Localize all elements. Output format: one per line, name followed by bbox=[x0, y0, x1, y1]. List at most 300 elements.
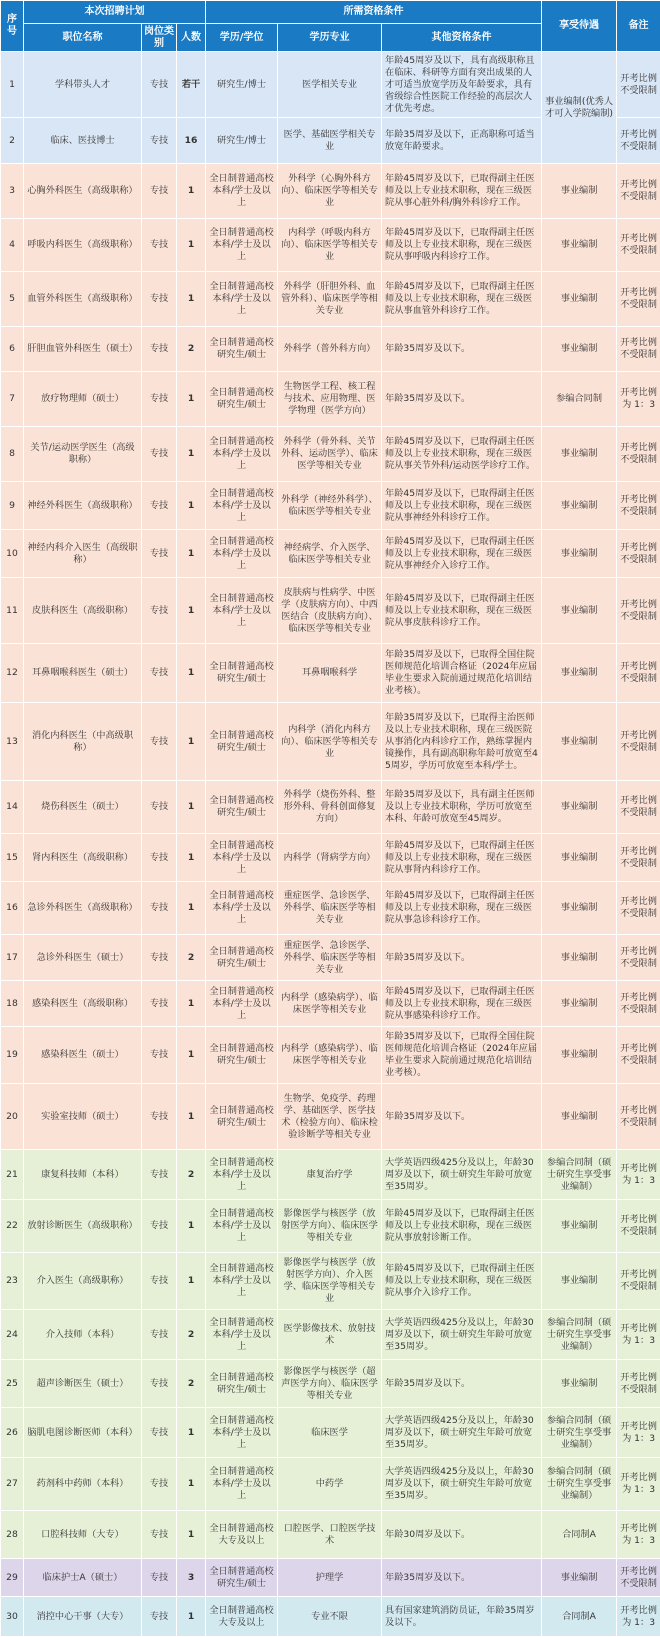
cell-major: 护理学 bbox=[278, 1559, 382, 1597]
cell-treatment: 事业编制 bbox=[542, 1360, 617, 1408]
cell-position: 急诊外科医生（硕士） bbox=[24, 935, 142, 981]
cell-count: 1 bbox=[177, 1511, 206, 1559]
cell-category: 专技 bbox=[142, 644, 177, 703]
cell-category: 专技 bbox=[142, 1027, 177, 1084]
cell-degree: 全日制普通高校本科/学士及以上 bbox=[206, 530, 278, 578]
cell-category: 专技 bbox=[142, 703, 177, 781]
cell-count: 2 bbox=[177, 1360, 206, 1408]
cell-seq: 18 bbox=[1, 981, 24, 1027]
cell-other: 大学英语四级425分及以上，年龄30周岁及以下，硕士研究生年龄可放宽至35周岁。 bbox=[382, 1150, 542, 1200]
cell-seq: 15 bbox=[1, 834, 24, 882]
table-row bbox=[1, 1200, 660, 1253]
cell-remark: 开考比例不受限制 bbox=[617, 530, 660, 578]
cell-major: 康复治疗学 bbox=[278, 1150, 382, 1200]
cell-major: 临床医学 bbox=[278, 1408, 382, 1458]
cell-other: 年龄45周岁及以下，已取得副主任医师及以上专业技术职称，现在三级医院从事心脏外科/胸外科诊疗工作。 bbox=[382, 164, 542, 219]
cell-category: 专技 bbox=[142, 834, 177, 882]
cell-seq: 23 bbox=[1, 1253, 24, 1310]
cell-major: 内科学（肾病学方向） bbox=[278, 834, 382, 882]
cell-remark: 开考比例不受限制 bbox=[617, 981, 660, 1027]
cell-count: 1 bbox=[177, 272, 206, 327]
cell-position: 临床、医技博士 bbox=[24, 118, 142, 164]
cell-other: 年龄45周岁及以下，已取得副主任医师及以上专业技术职称，现在三级医院从事介入诊疗工作。 bbox=[382, 1253, 542, 1310]
cell-count: 1 bbox=[177, 372, 206, 427]
cell-category: 专技 bbox=[142, 52, 177, 118]
cell-major: 医学、基础医学相关专业 bbox=[278, 118, 382, 164]
cell-remark: 开考比例不受限制 bbox=[617, 164, 660, 219]
cell-seq: 16 bbox=[1, 882, 24, 935]
cell-count: 1 bbox=[177, 578, 206, 644]
cell-treatment: 事业编制 bbox=[542, 272, 617, 327]
header-degree: 学历/学位 bbox=[206, 24, 278, 52]
cell-count: 1 bbox=[177, 1084, 206, 1150]
cell-seq: 21 bbox=[1, 1150, 24, 1200]
cell-remark: 开考比例不受限制 bbox=[617, 644, 660, 703]
cell-count: 1 bbox=[177, 1597, 206, 1637]
cell-seq: 24 bbox=[1, 1310, 24, 1360]
cell-degree: 全日制普通高校研究生/硕士 bbox=[206, 781, 278, 834]
table-row bbox=[1, 981, 660, 1027]
cell-degree: 全日制普通高校本科/学士及以上 bbox=[206, 578, 278, 644]
cell-treatment: 事业编制 bbox=[542, 703, 617, 781]
cell-degree: 全日制普通高校研究生/硕士 bbox=[206, 935, 278, 981]
cell-count: 2 bbox=[177, 1150, 206, 1200]
cell-degree: 全日制普通高校本科/学士及以上 bbox=[206, 427, 278, 482]
cell-other: 年龄45周岁及以下，已取得副主任医师及以上专业技术职称，现在三级医院从事皮肤科诊疗工作。 bbox=[382, 578, 542, 644]
table-row bbox=[1, 1027, 660, 1084]
cell-count: 1 bbox=[177, 834, 206, 882]
cell-major: 外科学（心胸外科方向）、临床医学等相关专业 bbox=[278, 164, 382, 219]
cell-count: 1 bbox=[177, 644, 206, 703]
table-row bbox=[1, 1360, 660, 1408]
cell-other: 年龄35周岁及以下，具有副主任医师及以上专业技术职称，学历可放宽至本科、年龄可放宽至45周岁。 bbox=[382, 781, 542, 834]
cell-degree: 全日制普通高校研究生/硕士 bbox=[206, 1360, 278, 1408]
cell-degree: 全日制普通高校研究生/硕士 bbox=[206, 703, 278, 781]
cell-remark: 开考比例不受限制 bbox=[617, 882, 660, 935]
cell-remark: 开考比例不受限制 bbox=[617, 118, 660, 164]
cell-major: 外科学（肝胆外科、血管外科）、临床医学等相关专业 bbox=[278, 272, 382, 327]
cell-category: 专技 bbox=[142, 1408, 177, 1458]
cell-major: 内科学（呼吸内科方向）、临床医学等相关专业 bbox=[278, 219, 382, 272]
cell-other: 年龄45周岁及以下，已取得副主任医师及以上专业技术职称，现在三级医院从事肾内科诊疗工作。 bbox=[382, 834, 542, 882]
cell-count: 1 bbox=[177, 882, 206, 935]
cell-remark: 开考比例为 1：3 bbox=[617, 1310, 660, 1360]
table-row bbox=[1, 781, 660, 834]
cell-position: 口腔科技师（大专） bbox=[24, 1511, 142, 1559]
cell-category: 专技 bbox=[142, 1150, 177, 1200]
cell-degree: 全日制普通高校本科/学士及以上 bbox=[206, 981, 278, 1027]
cell-other: 年龄45周岁及以下，已取得副主任医师及以上专业技术职称，现在三级医院从事呼吸内科诊疗工作。 bbox=[382, 219, 542, 272]
cell-seq: 4 bbox=[1, 219, 24, 272]
cell-other: 年龄30周岁及以下。 bbox=[382, 1511, 542, 1559]
cell-major: 医学相关专业 bbox=[278, 52, 382, 118]
cell-count: 1 bbox=[177, 781, 206, 834]
cell-category: 专技 bbox=[142, 118, 177, 164]
cell-position: 神经外科医生（高级职称） bbox=[24, 482, 142, 530]
table-row bbox=[1, 1559, 660, 1597]
cell-remark: 开考比例为 1：3 bbox=[617, 1458, 660, 1511]
cell-category: 专技 bbox=[142, 164, 177, 219]
cell-position: 学科带头人才 bbox=[24, 52, 142, 118]
cell-other: 年龄35周岁及以下。 bbox=[382, 1360, 542, 1408]
cell-seq: 29 bbox=[1, 1559, 24, 1597]
header-qual-group: 所需资格条件 bbox=[206, 1, 542, 24]
cell-treatment: 事业编制 bbox=[542, 1253, 617, 1310]
table-row bbox=[1, 530, 660, 578]
cell-treatment: 事业编制 bbox=[542, 1559, 617, 1597]
cell-other: 年龄35周岁及以下，正高职称可适当放宽年龄要求。 bbox=[382, 118, 542, 164]
header-count: 人数 bbox=[177, 24, 206, 52]
cell-treatment: 事业编制 bbox=[542, 427, 617, 482]
cell-treatment: 参编合同制（硕士研究生享受事业编制） bbox=[542, 1150, 617, 1200]
cell-other: 年龄35周岁及以下。 bbox=[382, 1559, 542, 1597]
cell-seq: 1 bbox=[1, 52, 24, 118]
cell-seq: 11 bbox=[1, 578, 24, 644]
table-row bbox=[1, 882, 660, 935]
cell-other: 年龄45周岁及以下，已取得副主任医师及以上专业技术职称，现在三级医院从事感染科诊疗工作。 bbox=[382, 981, 542, 1027]
cell-position: 烧伤科医生（硕士） bbox=[24, 781, 142, 834]
cell-position: 消化内科医生（中高级职称） bbox=[24, 703, 142, 781]
cell-position: 放疗物理师（硕士） bbox=[24, 372, 142, 427]
table-row bbox=[1, 219, 660, 272]
cell-treatment: 事业编制 bbox=[542, 1027, 617, 1084]
cell-category: 专技 bbox=[142, 578, 177, 644]
table-row bbox=[1, 834, 660, 882]
cell-treatment: 事业编制 bbox=[542, 981, 617, 1027]
cell-seq: 30 bbox=[1, 1597, 24, 1637]
cell-other: 年龄45周岁及以下，具有高级职称且在临床、科研等方面有突出成果的人才可适当放宽学历及年龄要求，具有省级综合性医院工作经验的高层次人才优先考虑。 bbox=[382, 52, 542, 118]
cell-count: 1 bbox=[177, 164, 206, 219]
cell-count: 3 bbox=[177, 1559, 206, 1597]
table-row bbox=[1, 372, 660, 427]
cell-position: 介入技师（本科） bbox=[24, 1310, 142, 1360]
cell-major: 内科学（消化内科方向）、临床医学等相关专业 bbox=[278, 703, 382, 781]
cell-major: 影像医学与核医学（超声医学方向）、临床医学等相关专业 bbox=[278, 1360, 382, 1408]
cell-remark: 开考比例不受限制 bbox=[617, 1027, 660, 1084]
cell-treatment: 参编合同制（硕士研究生享受事业编制） bbox=[542, 1458, 617, 1511]
cell-other: 年龄35周岁及以下，已取得全国住院医师规范化培训合格证（2024年应届毕业生要求入院前通过规范化培训结业考核）。 bbox=[382, 644, 542, 703]
cell-seq: 14 bbox=[1, 781, 24, 834]
cell-major: 口腔医学、口腔医学技术 bbox=[278, 1511, 382, 1559]
cell-degree: 全日制普通高校研究生/硕士 bbox=[206, 1084, 278, 1150]
cell-seq: 2 bbox=[1, 118, 24, 164]
cell-position: 呼吸内科医生（高级职称） bbox=[24, 219, 142, 272]
cell-count: 2 bbox=[177, 327, 206, 372]
cell-position: 关节/运动医学医生（高级职称） bbox=[24, 427, 142, 482]
header-seq: 序号 bbox=[1, 1, 24, 52]
cell-position: 介入医生（高级职称） bbox=[24, 1253, 142, 1310]
cell-seq: 20 bbox=[1, 1084, 24, 1150]
cell-degree: 全日制普通高校大专及以上 bbox=[206, 1511, 278, 1559]
cell-seq: 8 bbox=[1, 427, 24, 482]
cell-remark: 开考比例为 1：3 bbox=[617, 372, 660, 427]
table-row bbox=[1, 1408, 660, 1458]
cell-degree: 全日制普通高校本科/学士及以上 bbox=[206, 1310, 278, 1360]
cell-other: 大学英语四级425分及以上，年龄30周岁及以下，硕士研究生年龄可放宽至35周岁。 bbox=[382, 1310, 542, 1360]
cell-degree: 全日制普通高校本科/学士及以上 bbox=[206, 1458, 278, 1511]
cell-degree: 全日制普通高校研究生/硕士 bbox=[206, 1027, 278, 1084]
cell-remark: 开考比例不受限制 bbox=[617, 935, 660, 981]
cell-position: 放射诊断医生（高级职称） bbox=[24, 1200, 142, 1253]
cell-seq: 12 bbox=[1, 644, 24, 703]
cell-seq: 10 bbox=[1, 530, 24, 578]
cell-major: 神经病学、介入医学、临床医学等相关专业 bbox=[278, 530, 382, 578]
cell-other: 年龄35周岁及以下。 bbox=[382, 935, 542, 981]
table-row bbox=[1, 935, 660, 981]
cell-count: 1 bbox=[177, 1458, 206, 1511]
cell-degree: 全日制普通高校研究生/硕士 bbox=[206, 644, 278, 703]
cell-major: 外科学（普外科方向） bbox=[278, 327, 382, 372]
cell-position: 临床护士A（硕士） bbox=[24, 1559, 142, 1597]
cell-remark: 开考比例不受限制 bbox=[617, 1559, 660, 1597]
cell-position: 血管外科医生（高级职称） bbox=[24, 272, 142, 327]
cell-degree: 全日制普通高校本科/学士及以上 bbox=[206, 482, 278, 530]
cell-category: 专技 bbox=[142, 482, 177, 530]
cell-treatment: 事业编制 bbox=[542, 781, 617, 834]
table-body bbox=[1, 52, 660, 1637]
cell-other: 年龄45周岁及以下，已取得副主任医师及以上专业技术职称，现在三级医院从事关节外科/运动医学诊疗工作。 bbox=[382, 427, 542, 482]
table-row bbox=[1, 1253, 660, 1310]
cell-remark: 开考比例不受限制 bbox=[617, 219, 660, 272]
cell-treatment: 事业编制 bbox=[542, 482, 617, 530]
table-row bbox=[1, 164, 660, 219]
cell-position: 肝胆血管外科医生（硕士） bbox=[24, 327, 142, 372]
cell-seq: 6 bbox=[1, 327, 24, 372]
cell-degree: 全日制普通高校本科/学士及以上 bbox=[206, 272, 278, 327]
cell-treatment: 合同制A bbox=[542, 1597, 617, 1637]
cell-category: 专技 bbox=[142, 1084, 177, 1150]
cell-major: 医学影像技术、放射技术 bbox=[278, 1310, 382, 1360]
header-major: 学历专业 bbox=[278, 24, 382, 52]
cell-remark: 开考比例不受限制 bbox=[617, 1200, 660, 1253]
cell-remark: 开考比例不受限制 bbox=[617, 1253, 660, 1310]
cell-count: 1 bbox=[177, 1253, 206, 1310]
cell-other: 大学英语四级425分及以上，年龄30周岁及以下，硕士研究生年龄可放宽至35周岁。 bbox=[382, 1408, 542, 1458]
cell-count: 1 bbox=[177, 1408, 206, 1458]
cell-remark: 开考比例不受限制 bbox=[617, 578, 660, 644]
cell-category: 专技 bbox=[142, 1559, 177, 1597]
cell-treatment: 合同制A bbox=[542, 1511, 617, 1559]
cell-category: 专技 bbox=[142, 935, 177, 981]
cell-category: 专技 bbox=[142, 219, 177, 272]
cell-treatment: 事业编制 bbox=[542, 164, 617, 219]
cell-remark: 开考比例为 1：3 bbox=[617, 1511, 660, 1559]
cell-major: 外科学（神经外科学）、临床医学等相关专业 bbox=[278, 482, 382, 530]
cell-other: 年龄45周岁及以下，已取得副主任医师及以上专业技术职称，现在三级医院从事血管外科诊疗工作。 bbox=[382, 272, 542, 327]
cell-other: 年龄45周岁及以下，已取得副主任医师及以上专业技术职称，现在三级医院从事神经外科诊疗工作。 bbox=[382, 482, 542, 530]
cell-treatment: 事业编制 bbox=[542, 327, 617, 372]
cell-seq: 19 bbox=[1, 1027, 24, 1084]
cell-treatment: 事业编制 bbox=[542, 1084, 617, 1150]
cell-treatment: 事业编制(优秀人才可入学院编制) bbox=[542, 52, 617, 164]
cell-remark: 开考比例不受限制 bbox=[617, 834, 660, 882]
cell-major: 重症医学、急诊医学、外科学、临床医学等相关专业 bbox=[278, 882, 382, 935]
cell-other: 年龄35周岁及以下。 bbox=[382, 1084, 542, 1150]
cell-treatment: 事业编制 bbox=[542, 219, 617, 272]
cell-major: 重症医学、急诊医学、外科学、临床医学等相关专业 bbox=[278, 935, 382, 981]
cell-seq: 5 bbox=[1, 272, 24, 327]
cell-major: 外科学（烧伤外科、整形外科、骨科创面修复方向） bbox=[278, 781, 382, 834]
cell-position: 肾内科医生（高级职称） bbox=[24, 834, 142, 882]
table-row bbox=[1, 703, 660, 781]
header-position: 职位名称 bbox=[24, 24, 142, 52]
cell-position: 急诊外科医生（高级职称） bbox=[24, 882, 142, 935]
table-row bbox=[1, 1511, 660, 1559]
cell-count: 若干 bbox=[177, 52, 206, 118]
cell-remark: 开考比例不受限制 bbox=[617, 52, 660, 118]
cell-other: 年龄35周岁及以下。 bbox=[382, 372, 542, 427]
cell-remark: 开考比例不受限制 bbox=[617, 482, 660, 530]
cell-remark: 开考比例不受限制 bbox=[617, 703, 660, 781]
cell-other: 大学英语四级425分及以上，年龄30周岁及以下，硕士研究生年龄可放宽至35周岁。 bbox=[382, 1458, 542, 1511]
cell-treatment: 事业编制 bbox=[542, 530, 617, 578]
cell-position: 消控中心干事（大专） bbox=[24, 1597, 142, 1637]
cell-seq: 7 bbox=[1, 372, 24, 427]
cell-position: 康复科技师（本科） bbox=[24, 1150, 142, 1200]
cell-degree: 研究生/博士 bbox=[206, 52, 278, 118]
cell-treatment: 事业编制 bbox=[542, 834, 617, 882]
cell-position: 脑肌电图诊断医师（本科） bbox=[24, 1408, 142, 1458]
cell-degree: 全日制普通高校本科/学士及以上 bbox=[206, 164, 278, 219]
cell-degree: 全日制普通高校本科/学士及以上 bbox=[206, 1253, 278, 1310]
cell-category: 专技 bbox=[142, 1511, 177, 1559]
cell-category: 专技 bbox=[142, 272, 177, 327]
cell-other: 年龄35周岁及以下。 bbox=[382, 327, 542, 372]
table-row bbox=[1, 1084, 660, 1150]
cell-major: 内科学（感染病学）、临床医学等相关专业 bbox=[278, 1027, 382, 1084]
cell-degree: 全日制普通高校本科/学士及以上 bbox=[206, 1150, 278, 1200]
cell-major: 生物医学工程、核工程与技术、应用物理、医学物理（医学方向） bbox=[278, 372, 382, 427]
cell-seq: 27 bbox=[1, 1458, 24, 1511]
cell-seq: 3 bbox=[1, 164, 24, 219]
cell-remark: 开考比例不受限制 bbox=[617, 272, 660, 327]
cell-degree: 全日制普通高校大专及以上 bbox=[206, 1597, 278, 1637]
table-row bbox=[1, 52, 660, 118]
cell-treatment: 参编合同制 bbox=[542, 372, 617, 427]
table-row bbox=[1, 578, 660, 644]
cell-treatment: 事业编制 bbox=[542, 578, 617, 644]
header-remark: 备注 bbox=[617, 1, 660, 52]
table-row bbox=[1, 1597, 660, 1637]
cell-treatment: 事业编制 bbox=[542, 1200, 617, 1253]
header-treatment: 享受待遇 bbox=[542, 1, 617, 52]
cell-position: 超声诊断医生（硕士） bbox=[24, 1360, 142, 1408]
cell-category: 专技 bbox=[142, 1253, 177, 1310]
cell-degree: 研究生/博士 bbox=[206, 118, 278, 164]
cell-category: 专技 bbox=[142, 1360, 177, 1408]
table-row bbox=[1, 427, 660, 482]
cell-major: 中药学 bbox=[278, 1458, 382, 1511]
cell-remark: 开考比例不受限制 bbox=[617, 1360, 660, 1408]
cell-category: 专技 bbox=[142, 882, 177, 935]
cell-major: 影像医学与核医学（放射医学方向）、介入医学、临床医学等相关专业 bbox=[278, 1253, 382, 1310]
cell-other: 年龄35周岁及以下，已取得主治医师及以上专业技术职称，现在三级医院从事消化内科诊疗工作，熟练掌握内镜操作，具有副高职称年龄可放宽至45周岁，学历可放宽至本科/学士。 bbox=[382, 703, 542, 781]
cell-remark: 开考比例不受限制 bbox=[617, 781, 660, 834]
cell-count: 1 bbox=[177, 1200, 206, 1253]
cell-position: 耳鼻咽喉科医生（硕士） bbox=[24, 644, 142, 703]
table-row bbox=[1, 1150, 660, 1200]
cell-seq: 26 bbox=[1, 1408, 24, 1458]
cell-count: 1 bbox=[177, 530, 206, 578]
header-plan-group: 本次招聘计划 bbox=[24, 1, 206, 24]
cell-remark: 开考比例不受限制 bbox=[617, 1084, 660, 1150]
cell-seq: 28 bbox=[1, 1511, 24, 1559]
cell-category: 专技 bbox=[142, 1458, 177, 1511]
cell-treatment: 事业编制 bbox=[542, 935, 617, 981]
cell-degree: 全日制普通高校本科/学士及以上 bbox=[206, 1408, 278, 1458]
cell-remark: 开考比例为 1：3 bbox=[617, 1408, 660, 1458]
table-row bbox=[1, 482, 660, 530]
cell-degree: 全日制普通高校研究生/硕士 bbox=[206, 372, 278, 427]
cell-seq: 13 bbox=[1, 703, 24, 781]
cell-other: 年龄45周岁及以下，已取得副主任医师及以上专业技术职称，现在三级医院从事神经介入诊疗工作。 bbox=[382, 530, 542, 578]
table-row bbox=[1, 644, 660, 703]
cell-count: 1 bbox=[177, 703, 206, 781]
cell-seq: 9 bbox=[1, 482, 24, 530]
cell-major: 专业不限 bbox=[278, 1597, 382, 1637]
cell-count: 1 bbox=[177, 1027, 206, 1084]
cell-count: 1 bbox=[177, 219, 206, 272]
cell-count: 16 bbox=[177, 118, 206, 164]
cell-position: 皮肤科医生（高级职称） bbox=[24, 578, 142, 644]
cell-category: 专技 bbox=[142, 1310, 177, 1360]
cell-other: 年龄35周岁及以下，已取得全国住院医师规范化培训合格证（2024年应届毕业生要求入院前通过规范化培训结业考核）。 bbox=[382, 1027, 542, 1084]
cell-category: 专技 bbox=[142, 1597, 177, 1637]
cell-remark: 开考比例为 1：3 bbox=[617, 1150, 660, 1200]
cell-degree: 全日制普通高校本科/学士及以上 bbox=[206, 882, 278, 935]
table-row bbox=[1, 1458, 660, 1511]
cell-degree: 全日制普通高校本科/学士及以上 bbox=[206, 219, 278, 272]
cell-category: 专技 bbox=[142, 530, 177, 578]
cell-category: 专技 bbox=[142, 372, 177, 427]
header-category: 岗位类别 bbox=[142, 24, 177, 52]
cell-remark: 开考比例为 1：3 bbox=[617, 1597, 660, 1637]
cell-position: 药剂科中药师（本科） bbox=[24, 1458, 142, 1511]
table-row bbox=[1, 1310, 660, 1360]
cell-other: 年龄45周岁及以下，已取得副主任医师及以上专业技术职称，现在三级医院从事放射诊断工作。 bbox=[382, 1200, 542, 1253]
cell-major: 内科学（感染病学）、临床医学等相关专业 bbox=[278, 981, 382, 1027]
cell-count: 1 bbox=[177, 981, 206, 1027]
cell-major: 影像医学与核医学（放射医学方向）、临床医学等相关专业 bbox=[278, 1200, 382, 1253]
cell-remark: 开考比例不受限制 bbox=[617, 427, 660, 482]
cell-major: 皮肤病与性病学、中医学（皮肤病方向）、中西医结合（皮肤病方向）、临床医学等相关专业 bbox=[278, 578, 382, 644]
cell-degree: 全日制普通高校研究生/硕士 bbox=[206, 327, 278, 372]
cell-count: 1 bbox=[177, 427, 206, 482]
cell-category: 专技 bbox=[142, 327, 177, 372]
table-row bbox=[1, 327, 660, 372]
cell-category: 专技 bbox=[142, 1200, 177, 1253]
cell-category: 专技 bbox=[142, 781, 177, 834]
cell-treatment: 参编合同制（硕士研究生享受事业编制） bbox=[542, 1310, 617, 1360]
cell-count: 2 bbox=[177, 935, 206, 981]
cell-degree: 全日制普通高校本科/学士及以上 bbox=[206, 1200, 278, 1253]
table-row bbox=[1, 272, 660, 327]
cell-degree: 全日制普通高校研究生/硕士 bbox=[206, 1559, 278, 1597]
cell-remark: 开考比例不受限制 bbox=[617, 327, 660, 372]
cell-position: 感染科医生（硕士） bbox=[24, 1027, 142, 1084]
cell-category: 专技 bbox=[142, 981, 177, 1027]
cell-major: 外科学（骨外科、关节外科、运动医学）、临床医学等相关专业 bbox=[278, 427, 382, 482]
cell-category: 专技 bbox=[142, 427, 177, 482]
cell-treatment: 事业编制 bbox=[542, 644, 617, 703]
cell-position: 神经内科介入医生（高级职称） bbox=[24, 530, 142, 578]
cell-major: 生物学、免疫学、药理学、基础医学、医学技术（检验方向）、临床检验诊断学等相关专业 bbox=[278, 1084, 382, 1150]
cell-position: 感染科医生（高级职称） bbox=[24, 981, 142, 1027]
cell-major: 耳鼻咽喉科学 bbox=[278, 644, 382, 703]
header-other: 其他资格条件 bbox=[382, 24, 542, 52]
cell-seq: 22 bbox=[1, 1200, 24, 1253]
cell-other: 具有国家建筑消防员证，年龄35周岁及以下。 bbox=[382, 1597, 542, 1637]
